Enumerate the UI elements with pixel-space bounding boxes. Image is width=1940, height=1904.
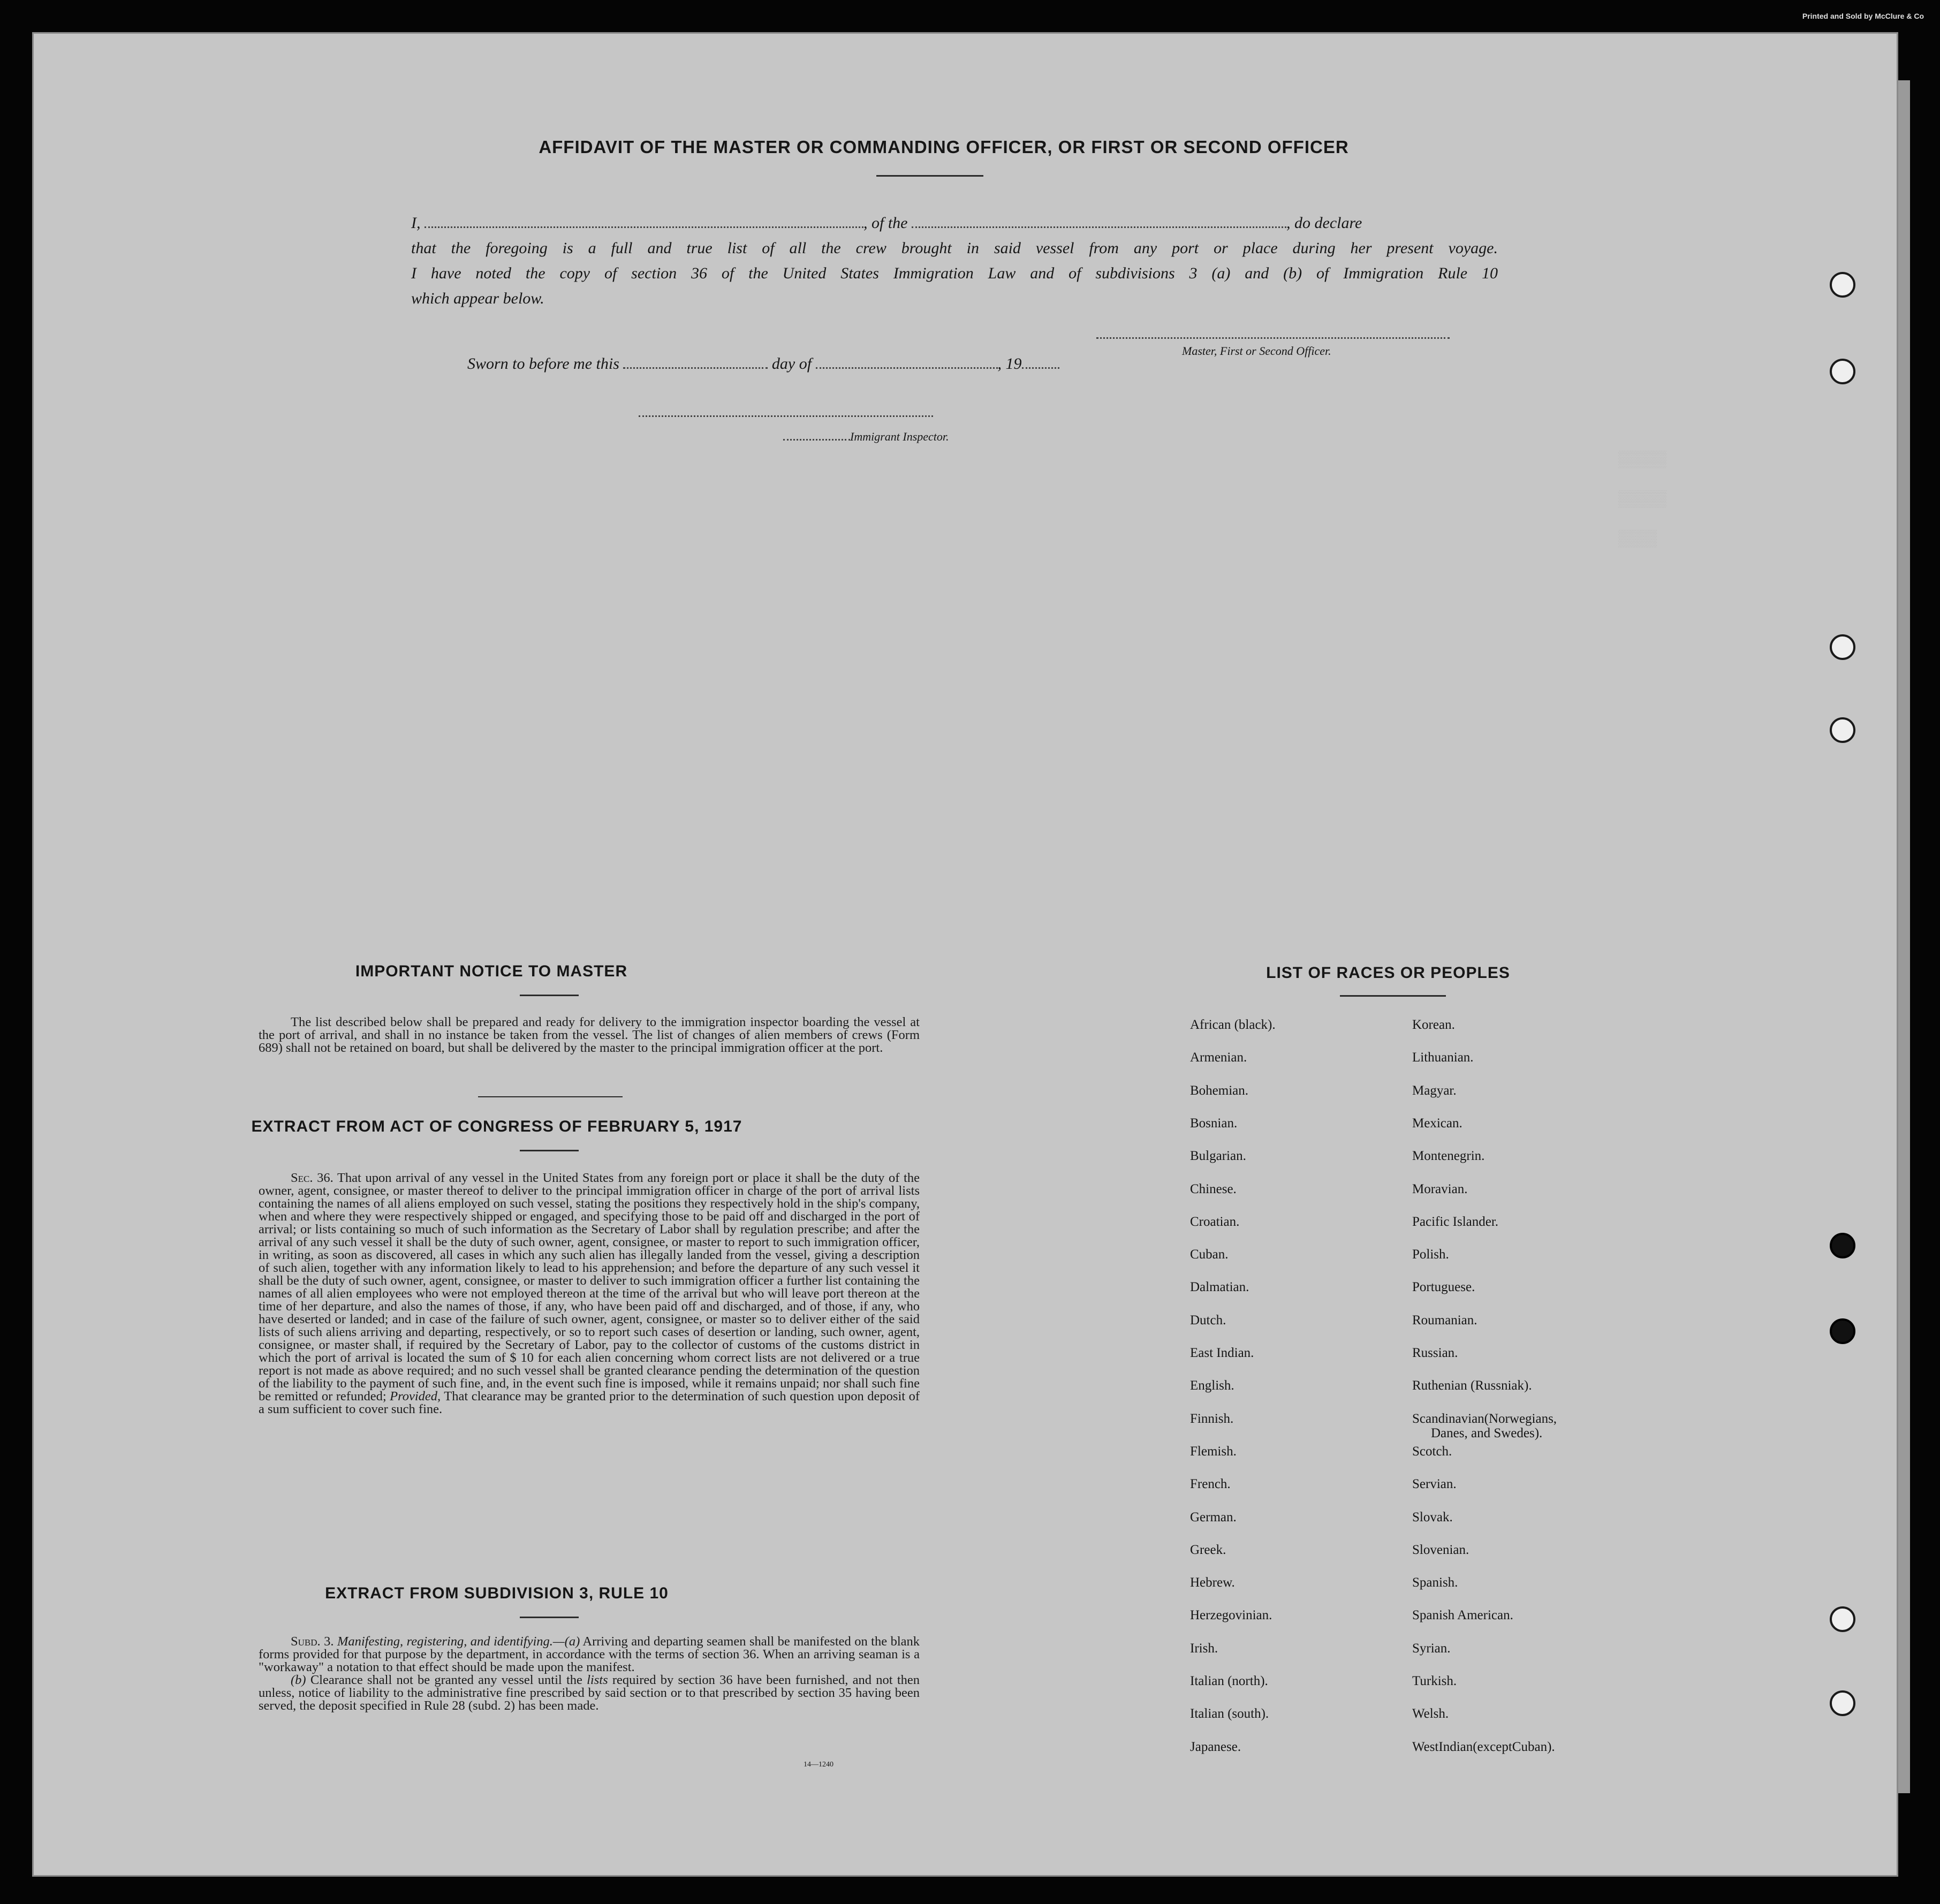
- races-title: LIST OF RACES OR PEOPLES: [1266, 964, 1510, 982]
- bleed-through-text: ▒▒▒▒▒ ▒▒▒▒▒ ▒▒▒▒: [1618, 451, 1667, 549]
- subd-heading: Manifesting, registering, and identifying.—(a): [337, 1634, 580, 1649]
- sworn-label: Sworn to before me this: [467, 355, 619, 373]
- notice-title: IMPORTANT NOTICE TO MASTER: [355, 962, 628, 980]
- punch-hole: [1830, 717, 1855, 743]
- statement-line-4: which appear below.: [411, 290, 544, 307]
- act-section-label: Sec. 36.: [291, 1171, 334, 1185]
- race-item: Japanese.: [1190, 1739, 1241, 1754]
- do-declare-label: , do declare: [1286, 214, 1362, 232]
- act-provided: Provided,: [390, 1389, 441, 1404]
- race-item: Scandinavian(Norwegians,: [1412, 1411, 1557, 1426]
- race-item: Italian (south).: [1190, 1706, 1269, 1721]
- punch-hole: [1830, 1318, 1855, 1344]
- affidavit-title: AFFIDAVIT OF THE MASTER OR COMMANDING OFFICER, OR FIRST OR SECOND OFFICER: [539, 137, 1349, 157]
- race-item: Dalmatian.: [1190, 1280, 1249, 1295]
- race-item: Irish.: [1190, 1641, 1218, 1656]
- race-item: Polish.: [1412, 1247, 1449, 1262]
- race-item: Croatian.: [1190, 1214, 1240, 1229]
- race-item: German.: [1190, 1509, 1237, 1524]
- race-item: Welsh.: [1412, 1706, 1449, 1721]
- race-item: Russian.: [1412, 1346, 1458, 1360]
- act-body: [259, 1172, 920, 1416]
- race-item: Slovenian.: [1412, 1542, 1469, 1557]
- notice-rule: [520, 995, 579, 996]
- race-item: African (black).: [1190, 1018, 1276, 1032]
- race-item: Hebrew.: [1190, 1575, 1235, 1590]
- day-of-label: day of: [771, 355, 812, 373]
- race-item: Bulgarian.: [1190, 1149, 1246, 1164]
- race-item: Moravian.: [1412, 1181, 1468, 1196]
- i-label: I,: [411, 214, 421, 232]
- punch-hole: [1830, 1690, 1855, 1716]
- inspector-signature-field[interactable]: [639, 415, 933, 417]
- race-item: Finnish.: [1190, 1411, 1234, 1426]
- printer-note: Printed and Sold by McClure & Co: [1802, 12, 1924, 20]
- notice-divider: [478, 1096, 623, 1097]
- race-item-continuation: Danes, and Swedes).: [1431, 1425, 1543, 1440]
- sworn-line: [467, 355, 1059, 373]
- race-item: Servian.: [1412, 1477, 1457, 1492]
- race-item: Slovak.: [1412, 1509, 1453, 1524]
- race-item: French.: [1190, 1477, 1231, 1492]
- races-rule: [1340, 995, 1446, 997]
- race-item: Bosnian.: [1190, 1116, 1238, 1131]
- race-item: Syrian.: [1412, 1641, 1451, 1656]
- vessel-name-field[interactable]: [912, 226, 1286, 228]
- subd-b-label: (b): [291, 1673, 306, 1687]
- race-item: Ruthenian (Russniak).: [1412, 1378, 1532, 1393]
- race-item: Bohemian.: [1190, 1083, 1249, 1098]
- title-rule: [876, 175, 983, 177]
- master-label: Master, First or Second Officer.: [1182, 344, 1331, 358]
- inspector-dots: [783, 439, 850, 441]
- race-item: Magyar.: [1412, 1083, 1457, 1098]
- of-the-label: , of the: [863, 214, 908, 232]
- punch-hole: [1830, 359, 1855, 384]
- race-item: Mexican.: [1412, 1116, 1462, 1131]
- race-item: Spanish.: [1412, 1575, 1458, 1590]
- inspector-label: Immigrant Inspector.: [850, 430, 949, 443]
- race-item: Roumanian.: [1412, 1313, 1477, 1328]
- master-signature-field[interactable]: [1096, 337, 1450, 339]
- race-item: WestIndian(exceptCuban).: [1412, 1739, 1555, 1754]
- officer-name-field[interactable]: [425, 226, 863, 228]
- race-item: Korean.: [1412, 1018, 1455, 1032]
- race-item: Turkish.: [1412, 1674, 1457, 1688]
- subd-text-b2: required by section 36 have been furnished, and not then unless, notice of liability to the administrative fine prescribed by said section or to that prescribed by section 35 having been served, the deposit specified in Rule 28 (subd. 2) has been made.: [259, 1673, 920, 1713]
- race-item: Cuban.: [1190, 1247, 1229, 1262]
- act-title: EXTRACT FROM ACT OF CONGRESS OF FEBRUARY 5, 1917: [251, 1118, 742, 1135]
- document-page: [32, 32, 1898, 1877]
- punch-hole: [1830, 1606, 1855, 1632]
- punch-hole: [1830, 634, 1855, 660]
- sworn-month-field[interactable]: [816, 367, 998, 369]
- race-item: Flemish.: [1190, 1444, 1237, 1459]
- race-item: English.: [1190, 1378, 1234, 1393]
- race-item: Montenegrin.: [1412, 1149, 1485, 1164]
- form-number: 14—1240: [804, 1761, 833, 1769]
- subd-text-a: Arriving and departing seamen shall be manifested on the blank forms provided for that purpose by the department, in accordance with the terms of section 36. When an arriving seaman is a "workaway" a notation to that effect should be made upon the manifest.: [259, 1634, 920, 1674]
- act-rule: [520, 1150, 579, 1151]
- year-label: , 19: [997, 355, 1022, 373]
- race-item: Herzegovinian.: [1190, 1608, 1272, 1623]
- act-text-end: That clearance may be granted prior to the determination of such question upon deposit of a sum sufficient to cover such fine.: [259, 1389, 920, 1416]
- statement-line-3: I have noted the copy of section 36 of the United States Immigration Law and of subdivisions 3 (a) and (b) of Immigration Rule 10: [411, 264, 1498, 282]
- race-item: Chinese.: [1190, 1181, 1237, 1196]
- race-item: Greek.: [1190, 1542, 1226, 1557]
- sworn-year-field[interactable]: [1022, 367, 1059, 369]
- race-item: Italian (north).: [1190, 1674, 1268, 1688]
- statement-line-2: that the foregoing is a full and true list of all the crew brought in said vessel from any port or place during her present voyage.: [411, 239, 1498, 257]
- race-item: Dutch.: [1190, 1313, 1226, 1328]
- notice-body: The list described below shall be prepared and ready for delivery to the immigration inspector boarding the vessel at the port of arrival, and shall in no instance be taken from the vessel. The list of changes of alien members of crews (Form 689) shall not be retained on board, but shall be delivered by the master to the principal immigration officer at the port.: [259, 1015, 920, 1055]
- rule10-body: [259, 1635, 920, 1712]
- race-item: Spanish American.: [1412, 1608, 1513, 1623]
- subd-label: Subd. 3.: [291, 1634, 334, 1649]
- lists-word: lists: [587, 1673, 608, 1687]
- rule10-title: EXTRACT FROM SUBDIVISION 3, RULE 10: [325, 1584, 669, 1602]
- race-item: Armenian.: [1190, 1050, 1247, 1065]
- race-item: Lithuanian.: [1412, 1050, 1474, 1065]
- inspector-label-line: [783, 430, 949, 444]
- race-item: East Indian.: [1190, 1346, 1254, 1360]
- race-item: Scotch.: [1412, 1444, 1452, 1459]
- subd-text-b1: Clearance shall not be granted any vessel until the: [310, 1673, 582, 1687]
- sworn-day-field[interactable]: [623, 367, 768, 369]
- race-item: Portuguese.: [1412, 1280, 1475, 1295]
- affidavit-statement: [411, 210, 1498, 311]
- rule10-rule: [520, 1617, 579, 1618]
- punch-hole: [1830, 272, 1855, 298]
- race-item: Pacific Islander.: [1412, 1214, 1499, 1229]
- punch-hole: [1830, 1233, 1855, 1258]
- act-text: That upon arrival of any vessel in the United States from any foreign port or place it shall be the duty of the owner, agent, consignee, or master thereof to deliver to the principal immigration officer in charge of the port of arrival lists containing the names of all aliens employed on such vessel, stating the positions they respectively hold in the ship's company, when and where they were respectively shipped or engaged, and specifying those to be paid off and discharged in the port of arrival; or lists containing so much of such information as the Secretary of Labor shall by regulation prescribe; and after the arrival of any such vessel it shall be the duty of such owner, agent, consignee, or master to report to such immigration officer, in writing, as soon as discovered, all cases in which any such alien has illegally landed from the vessel, giving a description of such alien, together with any information likely to lead to his apprehension; and before the departure of any such vessel it shall be the duty of such owner, agent, consignee, or master to deliver to such immigration officer a further list containing the names of all alien employees who were not employed thereon at the time of the arrival but who will leave port thereon at the time of her departure, and also the names of those, if any, who have been paid off and discharged, and of those, if any, who have deserted or landed; and in case of the failure of such owner, agent, consignee, or master so to deliver either of the said lists of such aliens arriving and departing, respectively, or so to report such cases of desertion or landing, such owner, agent, consignee, or master shall, if required by the Secretary of Labor, pay to the collector of customs of the customs district in which the port of arrival is located the sum of $ 10 for each alien concerning whom correct lists are not delivered or a true report is not made as above required; and no such vessel shall be granted clearance pending the determination of the question of the liability to the payment of such fine, and, in the event such fine is imposed, while it remains unpaid; nor shall such fine be remitted or refunded;: [259, 1171, 920, 1404]
